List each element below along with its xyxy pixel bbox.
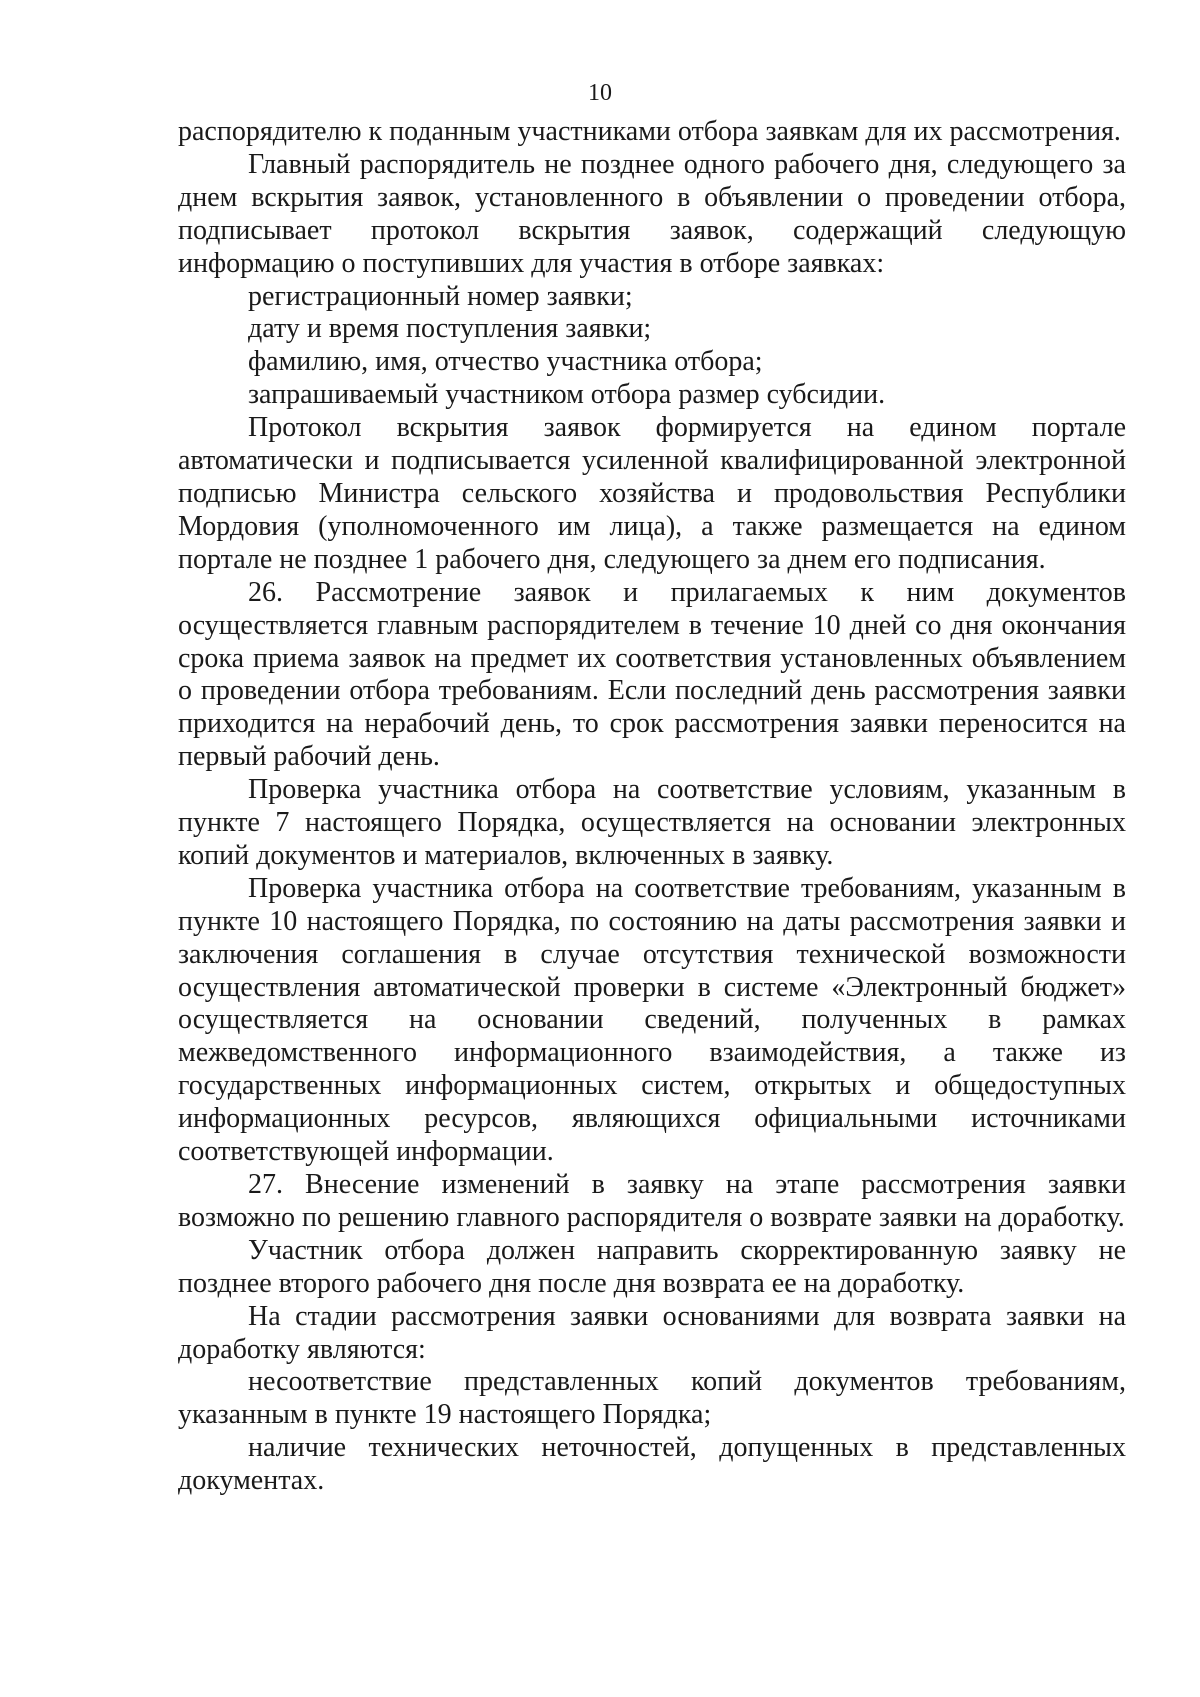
paragraph: Главный распорядитель не позднее одного рабочего дня, следующего за днем вскрытия заявок, установленного в объявлении о проведении отбора, подписывает протокол вскрытия заявок, содержащий следующую информацию о поступивших для участия в отборе заявках: [178,148,1126,279]
paragraph: наличие технических неточностей, допущенных в представленных документах. [178,1432,1126,1497]
list-item: регистрационный номер заявки; [248,280,633,312]
list-item: дату и время поступления заявки; [248,313,652,345]
list-item: запрашиваемый участником отбора размер субсидии. [248,379,886,411]
paragraph: На стадии рассмотрения заявки основаниями для возврата заявки на доработку являются: [178,1300,1126,1365]
paragraph: Проверка участника отбора на соответствие требованиям, указанным в пункте 10 настоящего Порядка, по состоянию на даты рассмотрения заявки и заключения соглашения в случае отсутствия технической возможности осуществления автоматической проверки в системе «Электронный бюджет» осуществляется на основании сведений, полученных в рамках межведомственного информационного взаимодействия, а также из государственных информационных систем, открытых и общедоступных информационных ресурсов, являющихся официальными источниками соответствующей информации. [178,872,1126,1168]
list-item: фамилию, имя, отчество участника отбора; [248,346,763,378]
paragraph-item-26: 26. Рассмотрение заявок и прилагаемых к ним документов осуществляется главным распорядителем в течение 10 дней со дня окончания срока приема заявок на предмет их соответствия установленных объявлением о проведении отбора требованиям. Если последний день рассмотрения заявки приходится на нерабочий день, то срок рассмотрения заявки переносится на первый рабочий день. [178,576,1126,773]
paragraph: распорядителю к поданным участниками отбора заявкам для их рассмотрения. [178,116,1121,147]
paragraph: Участник отбора должен направить скорректированную заявку не позднее второго рабочего дня после дня возврата ее на доработку. [178,1234,1126,1299]
paragraph-item-27: 27. Внесение изменений в заявку на этапе рассмотрения заявки возможно по решению главного распорядителя о возврате заявки на доработку. [178,1169,1126,1233]
page-number: 10 [588,80,612,106]
document-body [178,116,1126,1498]
paragraph: несоответствие представленных копий документов требованиям, указанным в пункте 19 настоящего Порядка; [178,1366,1126,1431]
paragraph: Протокол вскрытия заявок формируется на едином портале автоматически и подписывается усиленной квалифицированной электронной подписью Министра сельского хозяйства и продовольствия Республики Мордовия (уполномоченного им лица), а также размещается на едином портале не позднее 1 рабочего дня, следующего за днем его подписания. [178,412,1126,575]
paragraph: Проверка участника отбора на соответствие условиям, указанным в пункте 7 настоящего Порядка, осуществляется на основании электронных копий документов и материалов, включенных в заявку. [178,774,1126,871]
